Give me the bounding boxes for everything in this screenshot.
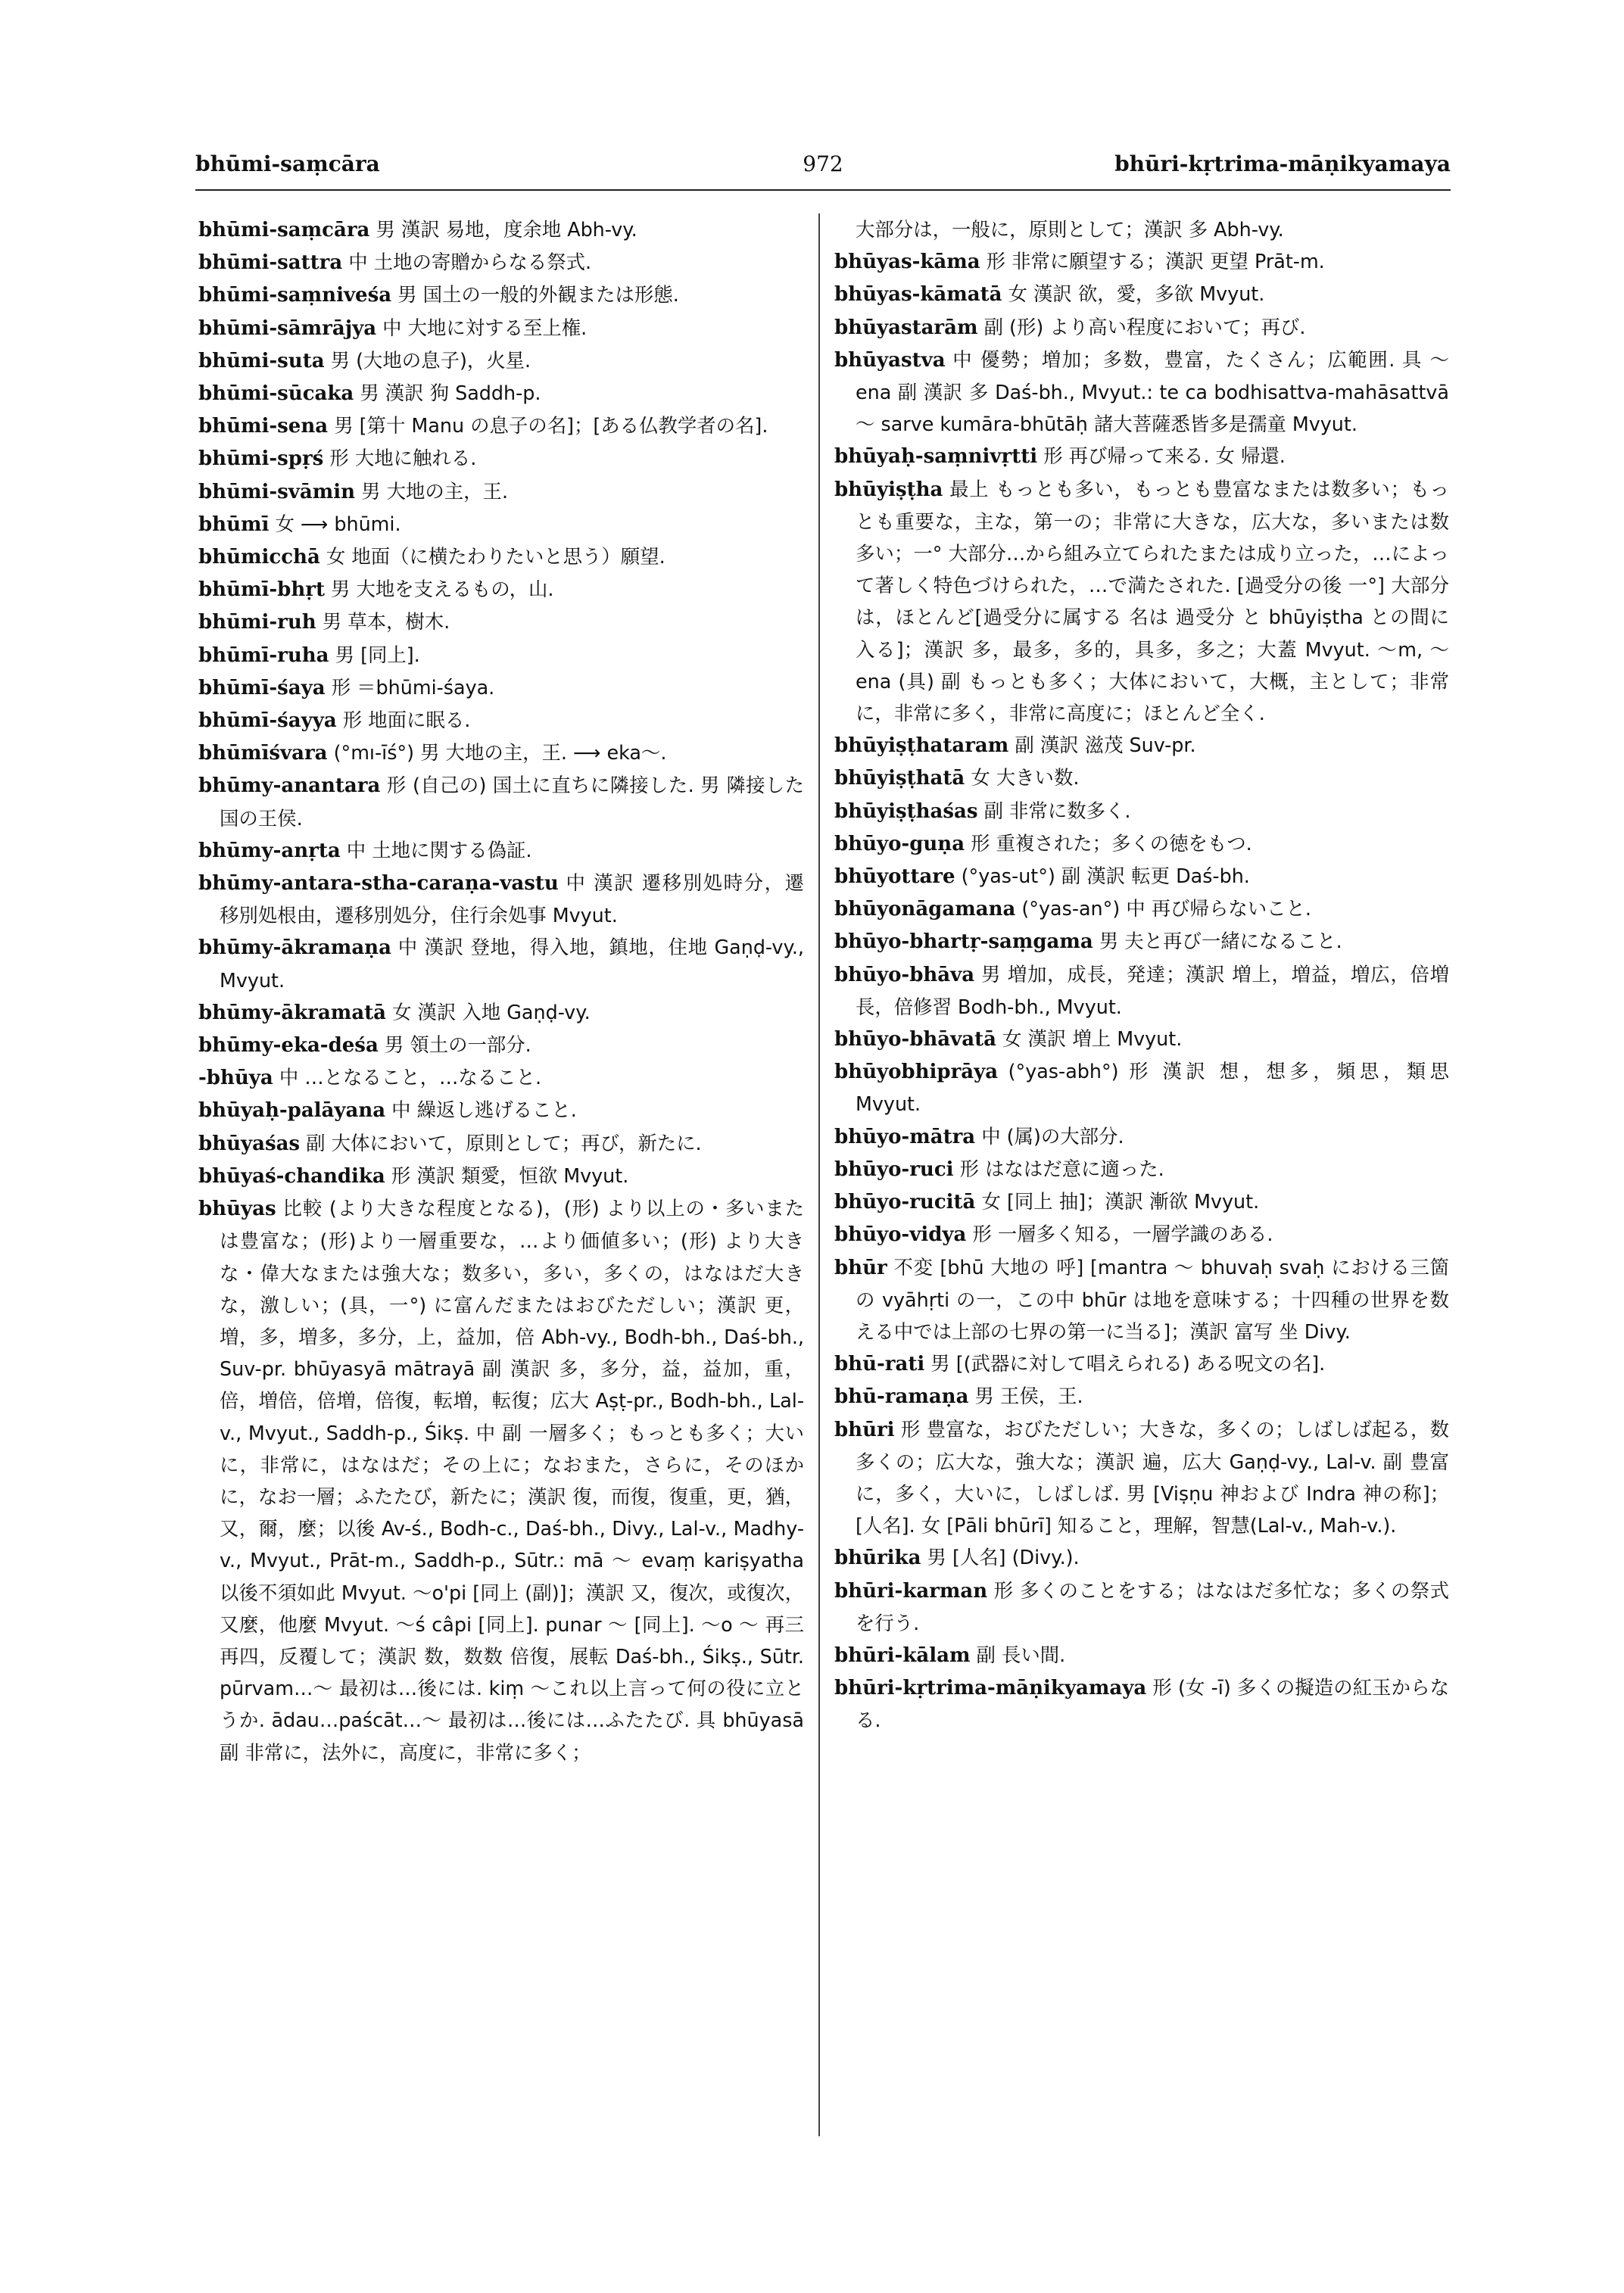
entry-headword: bhūyo-bhāva — [834, 963, 975, 986]
dictionary-entry — [198, 573, 804, 606]
entry-headword: bhūmy-anantara — [198, 774, 381, 798]
entry-definition: 中 土地に関する偽証. — [346, 838, 532, 861]
entry-definition: 中 漢訳 登地，得入地，鎮地，住地 Gaṇḍ-vy., Mvyut. — [220, 936, 804, 992]
entry-definition: 男 漢訳 狗 Saddh-p. — [360, 382, 541, 405]
dictionary-entry — [198, 867, 804, 931]
entry-definition: 中 優勢；増加；多数，豊富，たくさん；広範囲. 具 〜ena 副 漢訳 多 Daś-bh., Mvyut.: te ca bodhisattva-mahāsattvā 〜 sarve kumāra-bhūtāḥ 諸大菩薩悉皆多是孺童 Mvyut. — [856, 347, 1449, 436]
dictionary-entry — [198, 704, 804, 737]
dictionary-entry — [834, 344, 1449, 441]
entry-headword: bhūyaḥ-saṃnivṛtti — [834, 445, 1038, 469]
dictionary-entry — [198, 213, 804, 246]
entry-headword: bhūyiṣṭhaśas — [834, 799, 978, 823]
entry-definition: 女 地面（に横たわりたいと思う）願望. — [326, 545, 665, 569]
entry-headword: bhūmi-suta — [198, 349, 325, 372]
entry-headword: bhūyo-mātra — [834, 1125, 976, 1148]
entry-headword: bhūri-kṛtrima-māṇikyamaya — [834, 1677, 1147, 1700]
dictionary-entry — [834, 958, 1449, 1023]
dictionary-entry — [834, 893, 1449, 925]
dictionary-entry — [198, 410, 804, 442]
entry-headword: bhūyas-kāmatā — [834, 283, 1002, 307]
entry-headword: bhūr — [834, 1256, 887, 1279]
entry-headword: bhū-rati — [834, 1353, 925, 1376]
entry-headword: -bhūya — [198, 1067, 273, 1090]
entry-definition: 副 非常に数多く. — [983, 799, 1131, 822]
entry-headword: bhūyiṣṭhatā — [834, 767, 965, 790]
entry-definition: 最上 もっとも多い，もっとも豊富なまたは数多い；もっとも重要な，主な，第一の；非常に大きな，広大な，多いまたは数多い；一° 大部分…から組み立てられたまたは成り立った，…によって著しく特色づけられた，…で満たされた. [過受分の後 一°] 大部分は，ほとんど[過受分に属する 名は 過受分 と bhūyiṣtha との間に入る]；漢訳 多，最多，多的，具多，多之；大蓋 Mvyut. 〜m, 〜ena (具) 副 もっとも多く；大体において，大概，主として；非常に，非常に多く，非常に高度に；ほとんど全く. — [856, 477, 1449, 725]
entry-definition: (°yas-an°) 中 再び帰らないこと. — [1021, 897, 1311, 921]
dictionary-entry — [834, 1575, 1449, 1639]
dictionary-entry — [198, 246, 804, 279]
dictionary-entry — [198, 508, 804, 541]
entry-headword: bhūmy-eka-deśa — [198, 1034, 379, 1058]
entry-headword: bhūyas — [198, 1198, 276, 1221]
entry-headword: bhūmy-ākramaṇa — [198, 936, 391, 960]
entry-headword: bhūyastarām — [834, 316, 978, 339]
entry-headword: bhūyo-ruci — [834, 1157, 954, 1181]
entry-definition: 男 大地を支えるもの，山. — [331, 578, 554, 601]
entry-definition: 男 [同上]. — [335, 643, 420, 666]
dictionary-entry — [198, 1192, 804, 1768]
entry-headword: bhūyaś-chandika — [198, 1164, 385, 1188]
entry-definition: 男 夫と再び一緒になること. — [1099, 930, 1342, 953]
dictionary-entry — [834, 729, 1449, 762]
entry-definition: 副 漢訳 滋茂 Suv-pr. — [1015, 734, 1196, 757]
entry-definition: 女 大きい数. — [971, 766, 1080, 790]
entry-definition: 形 豊富な，おびただしい；大きな，多くの；しばしば起る，数多くの；広大な，強大な；漢訳 遍，広大 Gaṇḍ-vy., Lal-v. 副 豊富に，多く，大いに，しばしば. 男 [Viṣṇu 神および Indra 神の称]；[人名]. 女 [Pāli bhūrī] 知ること，理解，智慧(Lal-v., Mah-v.). — [856, 1417, 1449, 1537]
entry-definition: 形 非常に願望する；漢訳 更望 Prāt-m. — [986, 250, 1325, 273]
dictionary-entry — [834, 827, 1449, 860]
dictionary-entry — [198, 442, 804, 475]
entry-headword: bhūmicchā — [198, 546, 320, 569]
entry-headword: bhūri-kālam — [834, 1643, 971, 1667]
dictionary-entry — [834, 1185, 1449, 1218]
left-column — [198, 213, 804, 1768]
dictionary-entry — [198, 541, 804, 573]
entry-headword: bhūmī-śayya — [198, 709, 337, 733]
entry-definition: 男 [人名] (Divy.). — [927, 1546, 1080, 1569]
entry-headword: bhūmy-antara-stha-caraṇa-vastu — [198, 872, 559, 896]
dictionary-entry — [834, 1055, 1449, 1120]
entry-headword: bhūmi-ruh — [198, 611, 316, 634]
dictionary-entry — [834, 213, 1449, 245]
dictionary-entry — [834, 473, 1449, 730]
entry-headword: bhūyottare — [834, 865, 955, 889]
entry-definition: 不変 [bhū 大地の 呼] [mantra 〜 bhuvaḥ svaḥ における三箇の vyāhṛti の一，この中 bhūr は地を意味する；十四種の世界を数える中では上部の七界の第一に当る]；漢訳 富写 坐 Divy. — [856, 1255, 1450, 1343]
dictionary-entry — [834, 278, 1449, 310]
entry-headword: bhūmīśvara — [198, 742, 328, 765]
dictionary-entry — [834, 1639, 1449, 1671]
entry-headword: bhūrika — [834, 1547, 921, 1570]
entry-definition: 男 [第十 Manu の息子の名]；[ある仏教学者の名]. — [334, 414, 768, 438]
entry-definition: 男 領土の一部分. — [384, 1033, 531, 1057]
entry-definition: 男 [(武器に対して唱えられる) ある呪文の名]. — [930, 1352, 1326, 1375]
entry-definition: 男 増加，成長，発達；漢訳 増上，増益，増広，倍増長，倍修習 Bodh-bh., Mvyut. — [856, 962, 1449, 1018]
entry-headword: bhūyo-vidya — [834, 1223, 967, 1247]
entry-headword: bhūyo-rucitā — [834, 1191, 976, 1214]
entry-headword: bhūyiṣṭha — [834, 478, 943, 501]
dictionary-entry — [198, 1029, 804, 1061]
dictionary-entry — [834, 1413, 1449, 1542]
entry-definition: (°mı-īś°) 男 大地の主，王. ⟶ eka〜. — [333, 741, 667, 765]
entry-definition: 形 漢訳 類愛，恒欲 Mvyut. — [391, 1164, 629, 1187]
entry-definition: 中 大地に対する至上権. — [382, 316, 588, 339]
dictionary-entry — [198, 1094, 804, 1126]
dictionary-entry — [834, 795, 1449, 827]
entry-definition: 中 繰返し逃げること. — [391, 1098, 577, 1122]
dictionary-entry — [198, 312, 804, 344]
dictionary-entry — [198, 834, 804, 867]
entry-headword: bhūmī-bhṛt — [198, 578, 325, 602]
dictionary-entry — [198, 279, 804, 311]
entry-definition: 女 ⟶ bhūmi. — [275, 512, 401, 535]
entry-definition: 中 漢訳 遷移別処時分，遷移別処根由，遷移別処分，住行余処事 Mvyut. — [220, 871, 804, 927]
entry-definition: 中 …となること，…なること. — [279, 1066, 542, 1089]
column-divider — [818, 213, 820, 2136]
header-right-guide-word: bhūri-kṛtrima-māṇikyamaya — [1114, 151, 1451, 176]
entry-definition: 中 土地の寄贈からなる祭式. — [348, 251, 592, 274]
entry-definition: 大部分は，一般に，原則として；漢訳 多 Abh-vy. — [856, 218, 1284, 241]
dictionary-entry — [834, 1541, 1449, 1574]
entry-definition: 男 (大地の息子)，火星. — [330, 348, 531, 372]
entry-definition: 中 (属)の大部分. — [981, 1124, 1124, 1148]
entry-headword: bhūmi-saṃniveśa — [198, 284, 392, 307]
entry-definition: (°yas-abh°) 形 漢訳 想，想多，頻思，類思 Mvyut. — [856, 1060, 1449, 1116]
entry-headword: bhūyo-bhartṛ-saṃgama — [834, 930, 1093, 954]
dictionary-entry — [834, 860, 1449, 893]
entry-headword: bhūyonāgamana — [834, 898, 1016, 921]
dictionary-entry — [834, 1153, 1449, 1185]
page-number: 972 — [803, 151, 843, 176]
entry-definition: 男 草本，樹木. — [322, 610, 450, 634]
entry-definition: 形 ＝bhūmi-śaya. — [331, 675, 495, 699]
entry-definition: 副 (形) より高い程度において；再び. — [983, 315, 1306, 338]
entry-headword: bhūmi-sattra — [198, 251, 343, 275]
entry-definition: 男 国土の一般的外観または形態. — [397, 283, 679, 307]
entry-definition: 副 長い間. — [976, 1643, 1066, 1666]
dictionary-entry — [198, 1127, 804, 1160]
entry-definition: 女 漢訳 欲，愛，多欲 Mvyut. — [1008, 282, 1265, 306]
entry-definition: 形 はなはだ意に適った. — [959, 1157, 1164, 1180]
entry-headword: bhūmi-saṃcāra — [198, 219, 370, 241]
dictionary-entry — [198, 639, 804, 671]
dictionary-entry — [834, 1251, 1449, 1348]
dictionary-entry — [834, 1671, 1449, 1736]
entry-definition: 形 地面に眠る. — [342, 709, 471, 732]
entry-definition: 女 [同上 抽]；漢訳 漸欲 Mvyut. — [981, 1190, 1260, 1213]
entry-headword: bhūri-karman — [834, 1579, 988, 1603]
entry-headword: bhūmī-śaya — [198, 676, 326, 699]
entry-headword: bhūmi-svāmin — [198, 480, 356, 503]
dictionary-entry — [198, 1061, 804, 1094]
entry-headword: bhūmi-sāmrājya — [198, 316, 377, 340]
entry-headword: bhūmy-anṛta — [198, 839, 341, 862]
entry-definition: 女 漢訳 増上 Mvyut. — [1002, 1027, 1183, 1051]
entry-definition: 形 大地に触れる. — [329, 447, 477, 470]
entry-headword: bhūyaśas — [198, 1132, 301, 1155]
dictionary-entry — [834, 1380, 1449, 1413]
dictionary-entry — [198, 769, 804, 833]
dictionary-entry — [198, 344, 804, 377]
entry-headword: bhūyobhiprāya — [834, 1061, 999, 1084]
dictionary-entry — [834, 1218, 1449, 1251]
entry-definition: 男 大地の主，王. — [361, 479, 509, 503]
entry-headword: bhūyo-guṇa — [834, 832, 965, 855]
header-left-guide-word: bhūmi-saṃcāra — [195, 151, 380, 176]
page-header — [195, 151, 1451, 189]
entry-definition: 形 再び帰って来る. 女 帰還. — [1043, 444, 1286, 468]
entry-definition: 比較 (より大きな程度となる)，(形) より以上の・多いまたは豊富な；(形)より一層重要な，…より価値多い；(形) より大きな・偉大なまたは強大な；数多い，多い，多くの，はなはだ大きな，激しい；(具，一°) に富んだまたはおびただしい；漢訳 更，増，多，増多，多分，上，益加，倍 Abh-vy., Bodh-bh., Daś-bh., Suv-pr. bhūyasyā mātrayā 副 漢訳 多，多分，益，益加，重，倍，増倍，倍増，倍復，転増，転復；広大 Aṣṭ-pr., Bodh-bh., Lal-v., Mvyut., Saddh-p., Śikṣ. 中 副 一層多く；もっとも多く；大いに，非常に，はなはだ；その上に；なおまた，さらに，そのほかに，なお一層；ふたたび，新たに；漢訳 復，而復，復重，更，猶，又，爾，麼；以後 Av-ś., Bodh-c., Daś-bh., Divy., Lal-v., Madhy-v., Mvyut., Prāt-m., Saddh-p., Sūtr.: mā 〜 evaṃ kariṣyatha 以後不須如此 Mvyut. 〜o'pi [同上 (副)]；漢訳 又，復次，或復次，又麼，他麼 Mvyut. 〜ś câpi [同上]. punar 〜 [同上]. 〜o 〜 再三再四，反覆して；漢訳 数，数数 倍復，展転 Daś-bh., Śikṣ., Sūtr. pūrvam…〜 最初は…後には. kiṃ 〜これ以上言って何の役に立とうか. ādau…paścāt…〜 最初は…後には…ふたたび. 具 bhūyasā 副 非常に，法外に，高度に，非常に多く； — [220, 1197, 804, 1764]
header-rule — [195, 189, 1451, 191]
entry-headword: bhūyas-kāma — [834, 251, 980, 274]
dictionary-entry — [834, 1023, 1449, 1055]
dictionary-entry — [834, 762, 1449, 794]
entry-definition: 男 漢訳 易地，度余地 Abh-vy. — [376, 218, 637, 241]
entry-headword: bhūyiṣṭhataram — [834, 734, 1009, 758]
dictionary-entry — [198, 996, 804, 1029]
dictionary-entry — [834, 1347, 1449, 1380]
entry-definition: 副 大体において，原則として；再び，新たに. — [306, 1131, 702, 1154]
entry-definition: 形 一層多く知る，一層学識のある. — [972, 1223, 1273, 1246]
dictionary-entry — [198, 606, 804, 638]
dictionary-entry — [834, 245, 1449, 278]
entry-headword: bhūmy-ākramatā — [198, 1001, 387, 1024]
entry-definition: 男 王侯，王. — [974, 1385, 1083, 1408]
entry-headword: bhūyo-bhāvatā — [834, 1028, 996, 1051]
dictionary-entry — [834, 440, 1449, 472]
entry-definition: 形 多くのことをする；はなはだ多忙な；多くの祭式を行う. — [856, 1578, 1449, 1634]
entry-headword: bhūmi-spṛś — [198, 447, 324, 471]
entry-definition: 女 漢訳 入地 Gaṇḍ-vy. — [392, 1000, 591, 1023]
entry-headword: bhūmī-ruha — [198, 643, 329, 667]
dictionary-entry — [834, 925, 1449, 958]
entry-definition: 形 (女 -ī) 多くの擬造の紅玉からなる. — [856, 1676, 1449, 1732]
dictionary-entry — [198, 475, 804, 508]
entry-headword: bhūri — [834, 1418, 895, 1441]
right-column — [834, 213, 1449, 1737]
entry-definition: 形 (自己の) 国土に直ちに隣接した. 男 隣接した国の王侯. — [220, 774, 804, 830]
dictionary-entry — [198, 1160, 804, 1192]
dictionary-entry — [834, 1120, 1449, 1153]
entry-definition: 形 重複された；多くの徳をもつ. — [971, 831, 1252, 855]
entry-headword: bhūyastva — [834, 348, 946, 372]
entry-headword: bhūmi-sūcaka — [198, 382, 354, 406]
entry-headword: bhūyaḥ-palāyana — [198, 1099, 386, 1123]
dictionary-entry — [834, 311, 1449, 344]
dictionary-entry — [198, 737, 804, 769]
dictionary-entry — [198, 671, 804, 704]
dictionary-entry — [198, 931, 804, 995]
dictionary-entry — [198, 377, 804, 410]
entry-headword: bhūmi-sena — [198, 415, 329, 438]
entry-headword: bhū-ramaṇa — [834, 1385, 969, 1409]
entry-headword: bhūmī — [198, 512, 270, 536]
entry-definition: (°yas-ut°) 副 漢訳 転更 Daś-bh. — [961, 865, 1250, 888]
